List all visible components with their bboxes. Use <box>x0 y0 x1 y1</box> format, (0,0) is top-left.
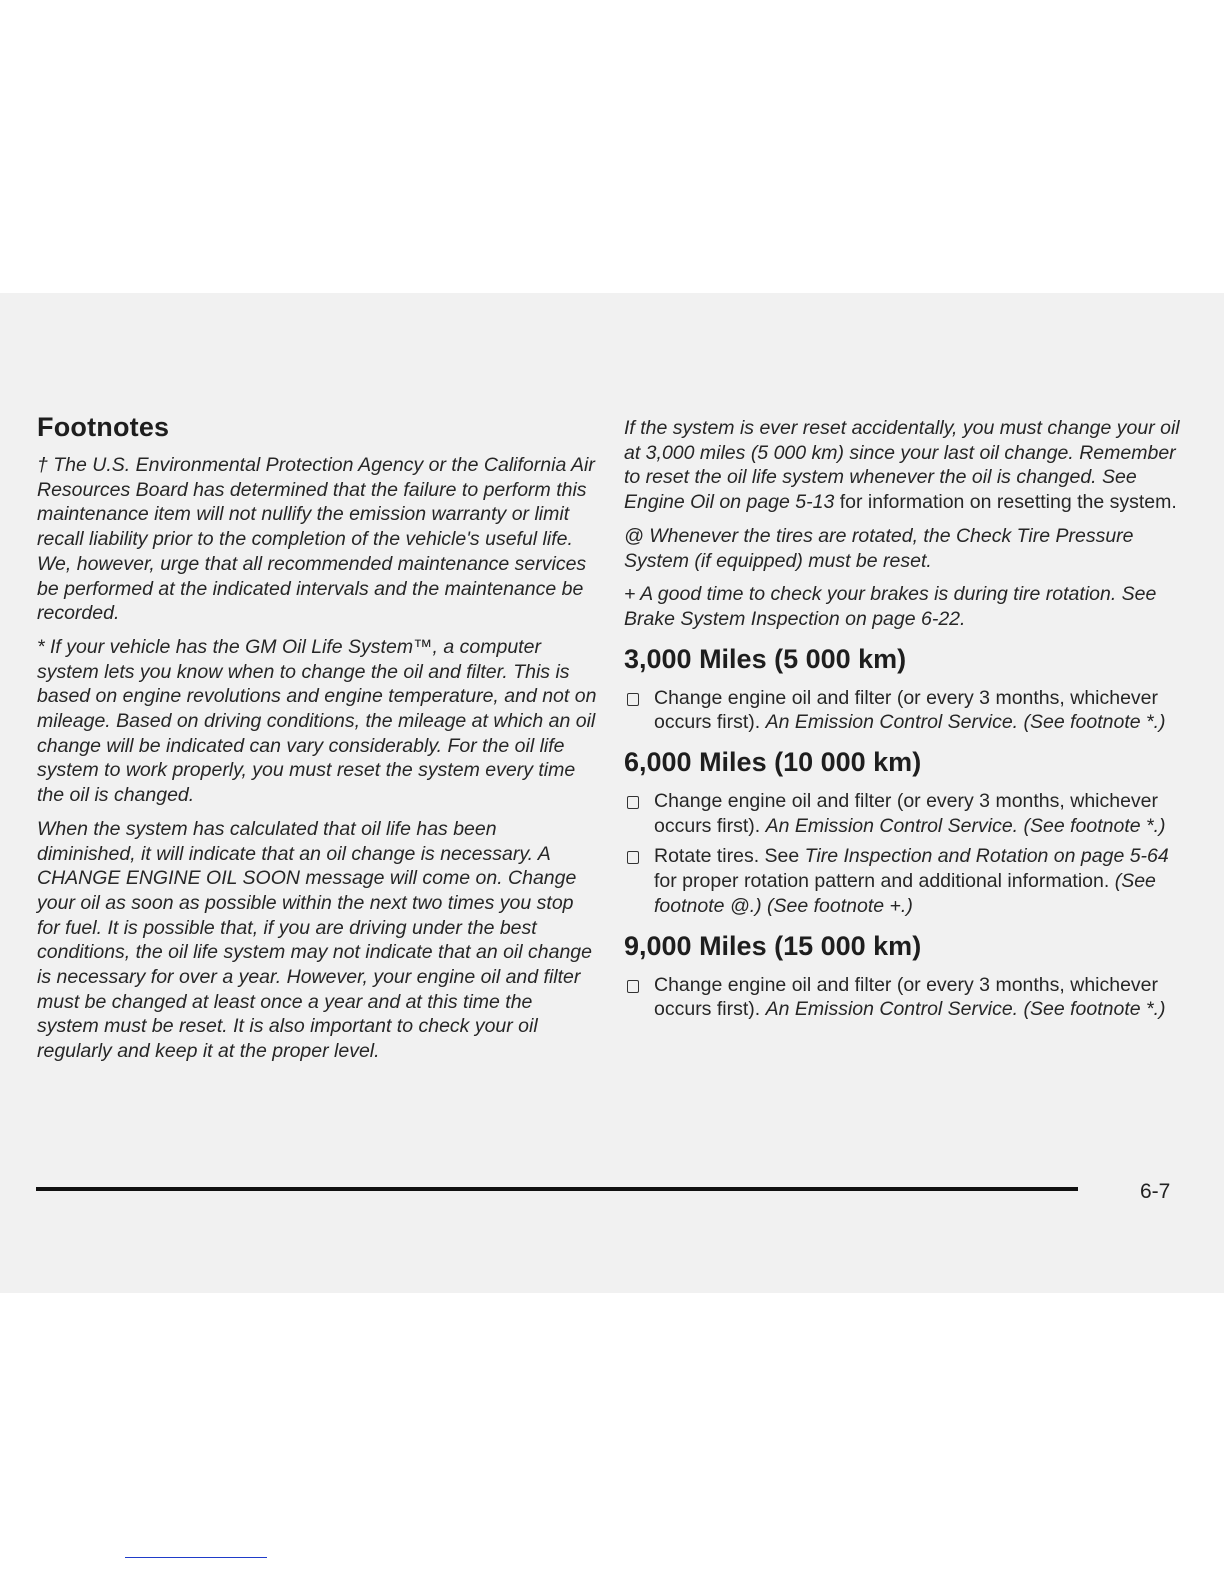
right-column <box>624 416 1194 1022</box>
checklist-item <box>624 789 1194 838</box>
interval-heading-6000: 6,000 Miles (10 000 km) <box>624 747 922 778</box>
footnote-oil-life: When the system has calculated that oil life has been diminished, it will indicate that an oil change is necessary. A CHANGE ENGINE OIL SOON message will come on. Change your oil as soon as possible within the next two times you stop for fuel. It is possible that, if you are driving under the best conditions, the oil life system may not indicate that an oil change is necessary for over a year. However, your engine oil and filter must be changed at least once a year and at this time the system must be reset. It is also important to check your oil regularly and keep it at the proper level. <box>37 817 592 1063</box>
item-note: An Emission Control Service. (See footnote *.) <box>765 814 1166 837</box>
item-note: (See footnote @.) (See footnote +.) <box>654 870 1156 917</box>
checkbox-icon[interactable] <box>627 796 639 809</box>
checkbox-icon[interactable] <box>627 851 639 864</box>
checkbox-icon[interactable] <box>627 980 639 993</box>
footnote-at: @ Whenever the tires are rotated, the Check Tire Pressure System (if equipped) must be reset. <box>624 524 1134 572</box>
page-number: 6-7 <box>1140 1180 1171 1203</box>
left-column <box>37 412 597 1064</box>
item-text: Rotate tires. See <box>654 845 805 868</box>
footnotes-title: Footnotes <box>37 412 170 442</box>
interval-heading-3000: 3,000 Miles (5 000 km) <box>624 643 907 674</box>
item-text: Change engine oil and filter (or every 3 months, whichever occurs first). <box>654 686 1159 734</box>
reset-text-tail: for information on resetting the system. <box>834 491 1177 514</box>
item-ref: Tire Inspection and Rotation on page 5-64 <box>804 845 1169 868</box>
item-text-cont: for proper rotation pattern and additional information. <box>654 870 1115 893</box>
footnote-reset <box>624 416 1194 515</box>
item-note: An Emission Control Service. (See footnote *.) <box>765 711 1166 734</box>
reset-text: If the system is ever reset accidentally, you must change your oil at 3,000 miles (5 000 km) since your last oil change. Remember to reset the oil life system whenever the oil is changed. See Engine Oil on page 5-13 <box>624 417 1180 514</box>
item-text: Change engine oil and filter (or every 3 months, whichever occurs first). <box>654 790 1159 837</box>
footer-rule <box>36 1187 1078 1191</box>
footnote-plus: + A good time to check your brakes is during tire rotation. See Brake System Inspection on page 6-22. <box>624 583 1157 630</box>
checkbox-icon[interactable] <box>627 693 639 706</box>
footnote-asterisk: * If your vehicle has the GM Oil Life System™, a computer system lets you know when to change the oil and filter. This is based on engine revolutions and engine temperature, and not on mileage. Based on driving conditions, the mileage at which an oil change will be indicated can vary considerably. For the oil life system to work properly, you must reset the system every time the oil is changed. <box>37 635 597 807</box>
footer-link-underline <box>125 1557 267 1558</box>
item-text: Change engine oil and filter (or every 3 months, whichever occurs first). <box>654 973 1159 1021</box>
interval-heading-9000: 9,000 Miles (15 000 km) <box>624 930 922 961</box>
item-note: An Emission Control Service. (See footnote *.) <box>765 998 1166 1021</box>
checklist-item <box>624 686 1194 735</box>
checklist-item <box>624 844 1194 918</box>
checklist-item <box>624 973 1194 1022</box>
footnote-dagger: † The U.S. Environmental Protection Agency or the California Air Resources Board has determined that the failure to perform this maintenance item will not nullify the emission warranty or limit recall liability prior to the completion of the vehicle's useful life. We, however, urge that all recommended maintenance services be performed at the indicated intervals and the maintenance be recorded. <box>37 454 595 625</box>
